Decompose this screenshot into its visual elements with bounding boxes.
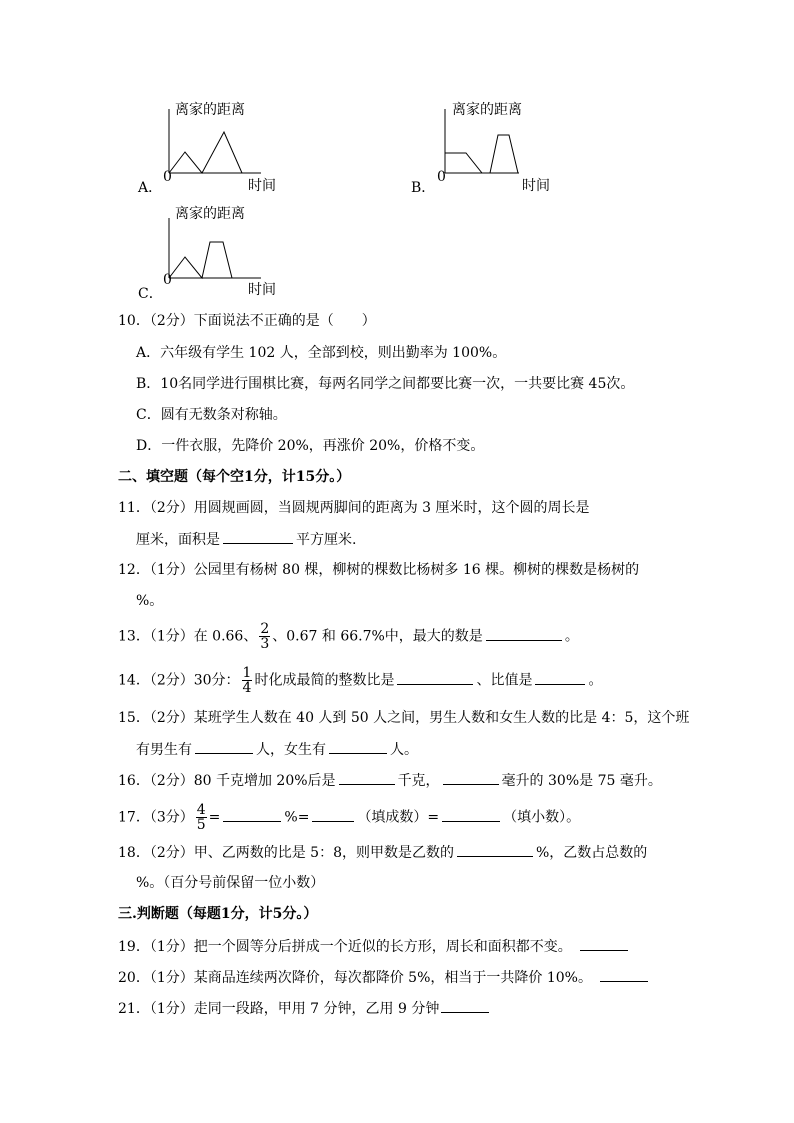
- q19-line: [118, 936, 631, 957]
- q10-stem: 10．（2分）下面说法不正确的是（ ）: [118, 313, 376, 329]
- q14-fraction-denominator: 4: [242, 680, 252, 696]
- option-c-label: C．: [138, 286, 163, 302]
- q14-line: [118, 666, 602, 695]
- q17-blank-cheng[interactable]: [312, 807, 354, 822]
- q16-text-3: 毫升的 30%是 75 毫升。: [501, 773, 662, 789]
- q20-line: [118, 967, 651, 988]
- q14-text-2: 时化成最简的整数比是: [254, 672, 395, 689]
- q19-blank[interactable]: [580, 936, 628, 951]
- option-a-label: A．: [138, 180, 163, 196]
- q17-text-1: 17．（3分）: [118, 809, 194, 826]
- q17-text-5: （填小数）。: [503, 809, 581, 826]
- q21-text: 21．（1分）走同一段路，甲用 7 分钟，乙用 9 分钟: [118, 1001, 440, 1017]
- q11-blank-area[interactable]: [223, 529, 293, 544]
- q17-blank-decimal[interactable]: [442, 807, 500, 822]
- q13-fraction-denominator: 3: [260, 636, 270, 652]
- q17-blank-percent[interactable]: [223, 807, 281, 822]
- q15-blank-boys[interactable]: [195, 739, 253, 754]
- q18-line1: [118, 842, 647, 863]
- graph-c-xlabel: 时间: [248, 282, 276, 298]
- q14-text-3: 、比值是: [476, 672, 533, 689]
- q17-text-3: %=: [284, 809, 310, 826]
- graph-b-ylabel: 离家的距离: [452, 102, 522, 118]
- q19-text: 19．（1分）把一个圆等分后拼成一个近似的长方形，周长和面积都不变。: [118, 939, 572, 955]
- q11-line1: 11．（2分）用圆规画圆，当圆规两脚间的距离为 3 厘米时，这个圆的周长是: [118, 500, 590, 516]
- q11-text-1: 厘米，面积是: [136, 532, 220, 548]
- q15-text-2: 人，女生有: [256, 742, 326, 758]
- q10-option-a: A．六年级有学生 102 人，全部到校，则出勤率为 100%。: [136, 345, 507, 361]
- q17-fraction: [196, 803, 207, 832]
- section-fill-in-title: 二、填空题（每个空1分，计15分。）: [118, 469, 351, 485]
- q18-text-1: 18．（2分）甲、乙两数的比是 5：8，则甲数是乙数的: [118, 845, 454, 861]
- q14-text-1: 14．（2分）30分：: [118, 672, 240, 689]
- q15-text-1: 有男生有: [136, 742, 192, 758]
- q15-line1: 15．（2分）某班学生人数在 40 人到 50 人之间，男生人数和女生人数的比是 4：5，这个班: [118, 710, 690, 726]
- q10-option-d: D．一件衣服，先降价 20%，再涨价 20%，价格不变。: [136, 438, 485, 454]
- q14-fraction: [242, 666, 253, 695]
- q15-text-3: 人。: [390, 742, 418, 758]
- q14-fraction-numerator: 1: [242, 665, 252, 681]
- q14-blank-value[interactable]: [535, 670, 585, 685]
- q13-text-1: 13．（1分）在 0.66、: [118, 628, 258, 645]
- q18-line2: %。（百分号前保留一位小数）: [136, 875, 325, 891]
- q15-line2: [136, 739, 418, 760]
- graph-a-origin: 0: [163, 169, 172, 185]
- graph-a-xlabel: 时间: [248, 178, 276, 194]
- q16-blank-ml[interactable]: [443, 770, 499, 785]
- q13-text-3: 。: [564, 628, 579, 645]
- graph-b-origin: 0: [437, 169, 446, 185]
- q10-option-b: B．10名同学进行围棋比赛，每两名同学之间都要比赛一次，一共要比赛 45次。: [136, 376, 635, 392]
- q15-blank-girls[interactable]: [329, 739, 387, 754]
- q16-line: [118, 770, 662, 791]
- graph-a-ylabel: 离家的距离: [175, 102, 245, 118]
- q13-blank[interactable]: [486, 626, 562, 641]
- section-judgment-title: 三.判断题（每题1分，计5分。）: [118, 906, 318, 922]
- q10-option-c: C．圆有无数条对称轴。: [136, 407, 287, 423]
- q14-blank-ratio[interactable]: [397, 670, 473, 685]
- q11-text-2: 平方厘米.: [296, 532, 357, 548]
- q14-text-4: 。: [588, 672, 603, 689]
- q13-line: [118, 622, 579, 651]
- q18-text-2: %，乙数占总数的: [536, 845, 648, 861]
- q13-text-2: 、0.67 和 66.7%中，最大的数是: [272, 628, 483, 645]
- q17-fraction-denominator: 5: [196, 817, 206, 833]
- q11-line2: [136, 529, 356, 550]
- q12-line2: %。: [136, 593, 164, 609]
- q13-fraction-numerator: 2: [260, 621, 270, 637]
- graph-c-origin: 0: [163, 272, 172, 288]
- q17-text-4: （填成数）=: [357, 809, 440, 826]
- option-b-label: B．: [411, 180, 436, 196]
- q13-fraction: [259, 622, 270, 651]
- q17-line: [118, 803, 580, 832]
- q16-text-2: 千克，: [397, 773, 440, 789]
- q17-fraction-numerator: 4: [196, 802, 206, 818]
- q12-line1: 12．（1分）公园里有杨树 80 棵，柳树的棵数比杨树多 16 棵。柳树的棵数是杨树的: [118, 562, 640, 578]
- q18-blank-ratio[interactable]: [457, 842, 533, 857]
- q20-blank[interactable]: [600, 967, 648, 982]
- graph-b-xlabel: 时间: [522, 178, 550, 194]
- q17-text-2: =: [208, 809, 221, 826]
- q21-line: [118, 998, 492, 1019]
- q16-text-1: 16．（2分）80 千克增加 20%后是: [118, 773, 336, 789]
- q16-blank-kg[interactable]: [339, 770, 395, 785]
- q20-text: 20．（1分）某商品连续两次降价，每次都降价 5%，相当于一共降价 10%。: [118, 970, 592, 986]
- graph-c-ylabel: 离家的距离: [175, 206, 245, 222]
- q21-blank[interactable]: [441, 998, 489, 1013]
